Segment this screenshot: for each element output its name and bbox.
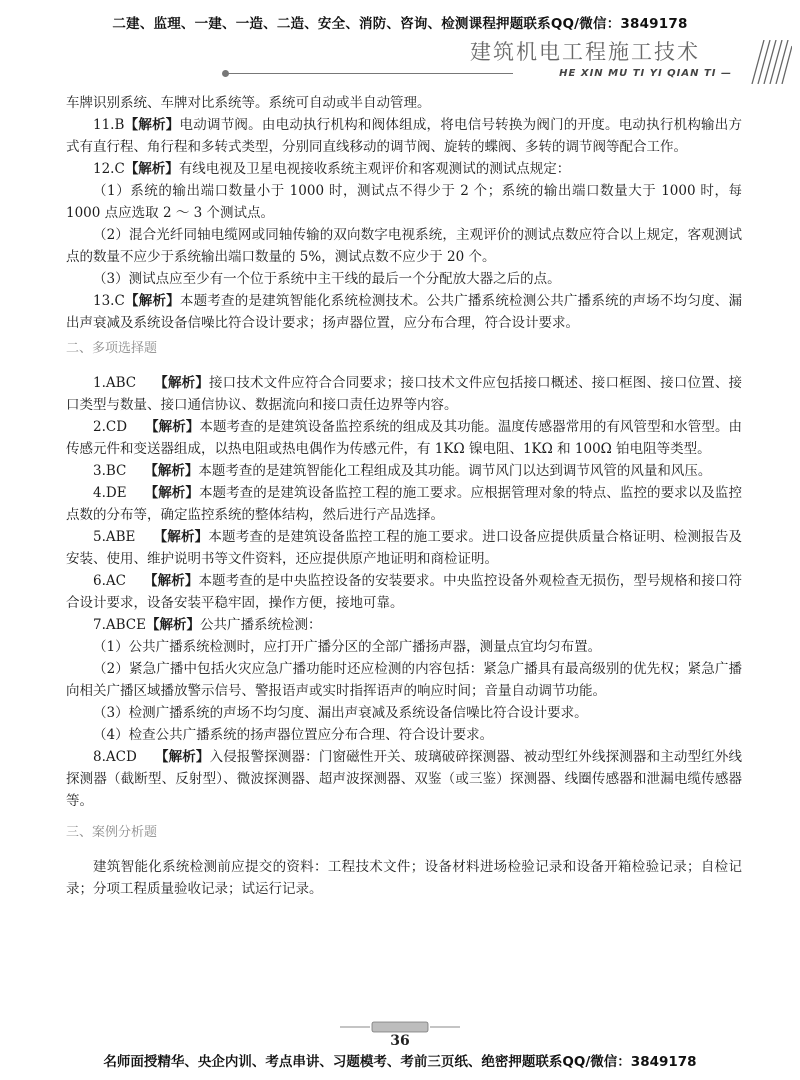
answer-13: 13.C【解析】本题考查的是建筑智能化系统检测技术。公共广播系统检测公共广播系统的声场不均匀度、漏出声衰减及系统设备信噪比符合设计要求；扬声器位置，应分布合理，符合设计要求。 (66, 293, 743, 331)
answer-12: 12.C【解析】有线电视及卫星电视接收系统主观评价和客观测试的测试点规定： (93, 161, 571, 177)
multi-answer-6: 6.AC 【解析】本题考查的是中央监控设备的安装要求。中央监控设备外观检查无损伤，型号规格和接口符合设计要求，设备安装平稳牢固，操作方便，接地可靠。 (66, 573, 743, 611)
page-number-ornament (340, 1020, 460, 1034)
multi-answer-7-point-4: （4）检查公共广播系统的扬声器位置应分布合理、符合设计要求。 (93, 727, 494, 743)
answer-content (66, 92, 742, 900)
chapter-title: 建筑机电工程施工技术 (470, 40, 700, 64)
answer-11: 11.B【解析】电动调节阀。由电动执行机构和阀体组成，将电信号转换为阀门的开度。电动执行机构输出方式有直行程、角行程和多转式类型，分别同直线移动的调节阀、旋转的蝶阀、多转的调节阀等配合工作。 (66, 117, 743, 155)
multi-answer-5: 5.ABE 【解析】本题考查的是建筑设备监控工程的施工要求。进口设备应提供质量合格证明、检测报告及安装、使用、维护说明书等文件资料，还应提供原产地证明和商检证明。 (66, 529, 743, 567)
chapter-pinyin: HE XIN MU TI YI QIAN TI — (559, 68, 732, 79)
header-stripes-decoration (738, 40, 792, 84)
top-banner: 二建、监理、一建、一造、二造、安全、消防、咨询、检测课程押题联系QQ/微信：3849178 (112, 16, 688, 32)
answer-12-point-3: （3）测试点应至少有一个位于系统中主干线的最后一个分配放大器之后的点。 (93, 271, 561, 287)
multi-answer-8: 8.ACD 【解析】入侵报警探测器：门窗磁性开关、玻璃破碎探测器、被动型红外线探测器和主动型红外线探测器（截断型、反射型）、微波探测器、超声波探测器、双鉴（或三鉴）探测器、线圈传感器和泄漏电缆传感器等。 (66, 749, 743, 809)
answer-12-point-1: （1）系统的输出端口数量小于 1000 时，测试点不得少于 2 个；系统的输出端口数量大于 1000 时，每 1000 点应选取 2 ～ 3 个测试点。 (66, 183, 742, 221)
multi-answer-7-point-3: （3）检测广播系统的声场不均匀度、漏出声衰减及系统设备信噪比符合设计要求。 (93, 705, 588, 721)
answer-12-point-2: （2）混合光纤同轴电缆网或同轴传输的双向数字电视系统，主观评价的测试点数应符合以上规定，客观测试点的数量不应少于系统输出端口数量的 5%，测试点数不应少于 20 个。 (66, 227, 742, 265)
footer-banner: 名师面授精华、央企内训、考点串讲、习题模考、考前三页纸、绝密押题联系QQ/微信：3849178 (103, 1054, 697, 1070)
page-number: 36 (390, 1033, 410, 1049)
case-analysis-answer: 建筑智能化系统检测前应提交的资料：工程技术文件；设备材料进场检验记录和设备开箱检验记录；自检记录；分项工程质量验收记录；试运行记录。 (66, 859, 742, 897)
section-case-analysis-title: 三、案例分析题 (66, 825, 158, 840)
multi-answer-3: 3.BC 【解析】本题考查的是建筑智能化工程组成及其功能。调节风门以达到调节风管的风量和风压。 (93, 463, 712, 479)
multi-answer-7-point-1: （1）公共广播系统检测时，应打开广播分区的全部广播扬声器，测量点宜均匀布置。 (93, 639, 602, 655)
multi-answer-1: 1.ABC 【解析】接口技术文件应符合合同要求；接口技术文件应包括接口概述、接口框图、接口位置、接口类型与数量、接口通信协议、数据流向和接口责任边界等内容。 (66, 375, 743, 413)
page-header (0, 36, 800, 88)
multi-answer-7: 7.ABCE【解析】公共广播系统检测： (93, 617, 322, 633)
multi-answer-4: 4.DE 【解析】本题考查的是建筑设备监控工程的施工要求。应根据管理对象的特点、监控的要求以及监控点数的分布等，确定监控系统的整体结构，然后进行产品选择。 (66, 485, 742, 523)
multi-answer-2: 2.CD 【解析】本题考查的是建筑设备监控系统的组成及其功能。温度传感器常用的有风管型和水管型。由传感元件和变送器组成，以热电阻或热电偶作为传感元件，有 1KΩ 镍电阻、1KΩ 和 100Ω 铂电阻等类型。 (66, 419, 743, 457)
section-multiple-choice-title: 二、多项选择题 (66, 341, 158, 356)
header-rule (228, 73, 513, 74)
multi-answer-7-point-2: （2）紧急广播中包括火灾应急广播功能时还应检测的内容包括：紧急广播具有最高级别的优先权；紧急广播向相关广播区域播放警示信号、警报语声或实时指挥语声的响应时间；音量自动调节功能。 (66, 661, 742, 699)
paragraph-continuation: 车牌识别系统、车牌对比系统等。系统可自动或半自动管理。 (66, 95, 431, 111)
